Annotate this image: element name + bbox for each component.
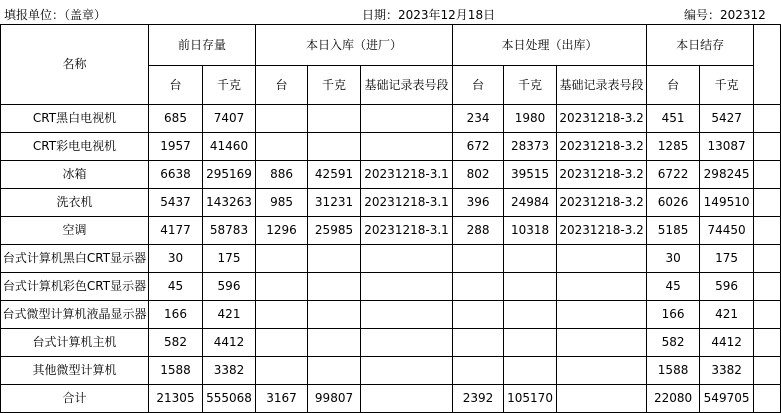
table-viewport	[0, 24, 780, 405]
cell-prev-kg[interactable]: 596	[203, 273, 256, 301]
cell-end-t[interactable]: 30	[647, 245, 700, 273]
col-header-out-record[interactable]: 基础记录表号段	[557, 66, 647, 105]
cell-end-kg[interactable]: 175	[700, 245, 754, 273]
cell-out-t[interactable]	[453, 301, 504, 329]
table-row	[1, 245, 781, 273]
table-body	[1, 105, 781, 413]
col-group-prev-stock[interactable]: 前日存量	[149, 25, 256, 66]
cell-in-kg[interactable]	[308, 301, 361, 329]
cell-in-rec[interactable]	[361, 385, 453, 413]
cell-in-rec[interactable]	[361, 301, 453, 329]
cell-in-t[interactable]: 886	[256, 161, 308, 189]
cell-name[interactable]: 台式计算机主机	[1, 329, 149, 357]
cell-in-t[interactable]	[256, 245, 308, 273]
cell-end-t[interactable]: 6722	[647, 161, 700, 189]
cell-out-t[interactable]: 234	[453, 105, 504, 133]
cell-in-rec[interactable]	[361, 357, 453, 385]
overflow-cell[interactable]	[754, 385, 781, 413]
cell-out-t[interactable]: 672	[453, 133, 504, 161]
cell-prev-kg[interactable]: 175	[203, 245, 256, 273]
cell-prev-t[interactable]: 45	[149, 273, 203, 301]
cell-prev-kg[interactable]: 143263	[203, 189, 256, 217]
cell-end-kg[interactable]: 421	[700, 301, 754, 329]
cell-out-rec[interactable]: 20231218-3.2	[557, 189, 647, 217]
overflow-cell[interactable]	[754, 161, 781, 189]
cell-in-t[interactable]	[256, 133, 308, 161]
cell-out-kg[interactable]: 39515	[504, 161, 557, 189]
cell-in-t[interactable]	[256, 105, 308, 133]
cell-out-kg[interactable]	[504, 329, 557, 357]
cell-in-kg[interactable]	[308, 245, 361, 273]
cell-name[interactable]: 冰箱	[1, 161, 149, 189]
cell-out-rec[interactable]: 20231218-3.2	[557, 217, 647, 245]
cell-prev-t[interactable]: 5437	[149, 189, 203, 217]
overflow-cell[interactable]	[754, 329, 781, 357]
col-header-out-kg[interactable]: 千克	[504, 66, 557, 105]
cell-out-kg[interactable]: 24984	[504, 189, 557, 217]
cell-name[interactable]: CRT黑白电视机	[1, 105, 149, 133]
cell-prev-t[interactable]: 21305	[149, 385, 203, 413]
col-header-end-kg[interactable]: 千克	[700, 66, 754, 105]
cell-out-kg[interactable]	[504, 357, 557, 385]
cell-end-t[interactable]: 1285	[647, 133, 700, 161]
cell-prev-kg[interactable]: 58783	[203, 217, 256, 245]
cell-in-kg[interactable]	[308, 357, 361, 385]
cell-in-rec[interactable]: 20231218-3.1	[361, 217, 453, 245]
cell-prev-kg[interactable]: 41460	[203, 133, 256, 161]
report-header	[0, 0, 766, 24]
cell-in-t[interactable]: 3167	[256, 385, 308, 413]
cell-in-t[interactable]	[256, 301, 308, 329]
cell-out-rec[interactable]	[557, 301, 647, 329]
col-header-in-kg[interactable]: 千克	[308, 66, 361, 105]
cell-in-rec[interactable]: 20231218-3.1	[361, 161, 453, 189]
cell-prev-t[interactable]: 685	[149, 105, 203, 133]
table-row	[1, 133, 781, 161]
cell-end-kg[interactable]: 13087	[700, 133, 754, 161]
cell-name[interactable]: 台式计算机黑白CRT显示器	[1, 245, 149, 273]
cell-end-kg[interactable]: 149510	[700, 189, 754, 217]
cell-in-rec[interactable]	[361, 273, 453, 301]
cell-prev-t[interactable]: 166	[149, 301, 203, 329]
cell-prev-kg[interactable]: 3382	[203, 357, 256, 385]
col-header-name[interactable]: 名称	[1, 25, 149, 105]
cell-in-t[interactable]	[256, 329, 308, 357]
cell-in-rec[interactable]	[361, 105, 453, 133]
cell-out-t[interactable]	[453, 329, 504, 357]
cell-end-t[interactable]: 22080	[647, 385, 700, 413]
cell-end-kg[interactable]: 4412	[700, 329, 754, 357]
col-group-ending-stock[interactable]: 本日结存	[647, 25, 754, 66]
table-row	[1, 329, 781, 357]
cell-name[interactable]: 空调	[1, 217, 149, 245]
header-row-groups	[1, 25, 781, 66]
cell-in-rec[interactable]	[361, 133, 453, 161]
overflow-cell[interactable]	[754, 245, 781, 273]
cell-out-rec[interactable]: 20231218-3.2	[557, 133, 647, 161]
cell-end-t[interactable]: 45	[647, 273, 700, 301]
cell-prev-t[interactable]: 1588	[149, 357, 203, 385]
cell-out-rec[interactable]	[557, 329, 647, 357]
report-number: 编号：202312	[684, 8, 766, 22]
cell-in-kg[interactable]	[308, 273, 361, 301]
col-header-in-record[interactable]: 基础记录表号段	[361, 66, 453, 105]
cell-out-rec[interactable]	[557, 385, 647, 413]
cell-end-kg[interactable]: 74450	[700, 217, 754, 245]
cell-out-kg[interactable]: 28373	[504, 133, 557, 161]
overflow-cell[interactable]	[754, 217, 781, 245]
cell-name[interactable]: 其他微型计算机	[1, 357, 149, 385]
col-group-inbound[interactable]: 本日入库（进厂）	[256, 25, 453, 66]
cell-prev-kg[interactable]: 7407	[203, 105, 256, 133]
cell-end-t[interactable]: 5185	[647, 217, 700, 245]
cell-name[interactable]: 台式微型计算机液晶显示器	[1, 301, 149, 329]
cell-prev-t[interactable]: 582	[149, 329, 203, 357]
overflow-cell[interactable]	[754, 189, 781, 217]
cell-out-t[interactable]	[453, 273, 504, 301]
overflow-cell[interactable]	[754, 105, 781, 133]
cell-in-rec[interactable]	[361, 245, 453, 273]
cell-prev-kg[interactable]: 421	[203, 301, 256, 329]
table-row	[1, 385, 781, 413]
cell-out-kg[interactable]	[504, 273, 557, 301]
cell-in-kg[interactable]	[308, 105, 361, 133]
col-header-prev-units[interactable]: 台	[149, 66, 203, 105]
overflow-cell[interactable]	[754, 133, 781, 161]
col-header-in-units[interactable]: 台	[256, 66, 308, 105]
cell-prev-t[interactable]: 4177	[149, 217, 203, 245]
cell-in-kg[interactable]: 31231	[308, 189, 361, 217]
cell-end-t[interactable]: 166	[647, 301, 700, 329]
cell-out-rec[interactable]	[557, 245, 647, 273]
cell-out-kg[interactable]: 105170	[504, 385, 557, 413]
inventory-table	[0, 24, 781, 413]
cell-name[interactable]: CRT彩电电视机	[1, 133, 149, 161]
cell-prev-t[interactable]: 1957	[149, 133, 203, 161]
cell-in-kg[interactable]	[308, 329, 361, 357]
cell-in-kg[interactable]	[308, 133, 361, 161]
report-date: 日期：2023年12月18日	[362, 8, 496, 22]
overflow-cell[interactable]	[754, 25, 781, 105]
cell-out-t[interactable]: 802	[453, 161, 504, 189]
table-row	[1, 189, 781, 217]
cell-in-t[interactable]	[256, 273, 308, 301]
col-header-prev-kg[interactable]: 千克	[203, 66, 256, 105]
cell-out-kg[interactable]	[504, 245, 557, 273]
cell-out-rec[interactable]: 20231218-3.2	[557, 105, 647, 133]
cell-out-rec[interactable]: 20231218-3.2	[557, 161, 647, 189]
table-row	[1, 273, 781, 301]
cell-out-t[interactable]	[453, 357, 504, 385]
cell-in-kg[interactable]: 25985	[308, 217, 361, 245]
cell-in-t[interactable]: 985	[256, 189, 308, 217]
cell-in-kg[interactable]: 99807	[308, 385, 361, 413]
cell-prev-t[interactable]: 6638	[149, 161, 203, 189]
cell-out-kg[interactable]: 1980	[504, 105, 557, 133]
reporting-unit-label: 填报单位：（盖章）	[4, 8, 107, 22]
cell-out-rec[interactable]	[557, 273, 647, 301]
cell-name[interactable]: 台式计算机彩色CRT显示器	[1, 273, 149, 301]
cell-prev-kg[interactable]: 4412	[203, 329, 256, 357]
table-row	[1, 357, 781, 385]
cell-out-t[interactable]: 288	[453, 217, 504, 245]
cell-out-kg[interactable]: 10318	[504, 217, 557, 245]
cell-end-kg[interactable]: 596	[700, 273, 754, 301]
table-row	[1, 161, 781, 189]
cell-name[interactable]: 洗衣机	[1, 189, 149, 217]
cell-out-t[interactable]	[453, 245, 504, 273]
cell-in-kg[interactable]: 42591	[308, 161, 361, 189]
cell-end-kg[interactable]: 3382	[700, 357, 754, 385]
cell-prev-t[interactable]: 30	[149, 245, 203, 273]
cell-out-kg[interactable]	[504, 301, 557, 329]
cell-out-t[interactable]: 2392	[453, 385, 504, 413]
cell-out-t[interactable]: 396	[453, 189, 504, 217]
cell-end-t[interactable]: 451	[647, 105, 700, 133]
col-header-end-units[interactable]: 台	[647, 66, 700, 105]
cell-end-t[interactable]: 582	[647, 329, 700, 357]
col-group-processed[interactable]: 本日处理（出库）	[453, 25, 647, 66]
cell-in-t[interactable]: 1296	[256, 217, 308, 245]
cell-prev-kg[interactable]: 295169	[203, 161, 256, 189]
cell-end-kg[interactable]: 549705	[700, 385, 754, 413]
cell-end-kg[interactable]: 5427	[700, 105, 754, 133]
table-row	[1, 105, 781, 133]
cell-end-t[interactable]: 1588	[647, 357, 700, 385]
table-row	[1, 217, 781, 245]
table-row	[1, 301, 781, 329]
overflow-cell[interactable]	[754, 273, 781, 301]
col-header-out-units[interactable]: 台	[453, 66, 504, 105]
overflow-cell[interactable]	[754, 357, 781, 385]
cell-in-t[interactable]	[256, 357, 308, 385]
cell-end-t[interactable]: 6026	[647, 189, 700, 217]
cell-end-kg[interactable]: 298245	[700, 161, 754, 189]
cell-in-rec[interactable]: 20231218-3.1	[361, 189, 453, 217]
cell-in-rec[interactable]	[361, 329, 453, 357]
overflow-cell[interactable]	[754, 301, 781, 329]
cell-name[interactable]: 合计	[1, 385, 149, 413]
cell-out-rec[interactable]	[557, 357, 647, 385]
cell-prev-kg[interactable]: 555068	[203, 385, 256, 413]
